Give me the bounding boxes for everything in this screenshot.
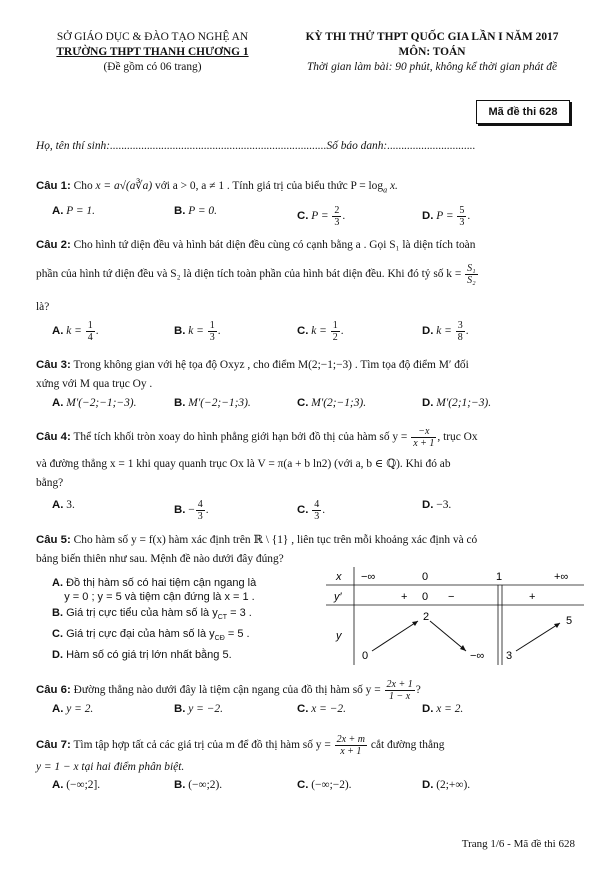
q2-option-b[interactable]: B. k = $\frac{1}{3}$ . [174,320,221,343]
time-note: Thời gian làm bài: 90 phút, không kể thời gian phát đề [306,61,558,73]
q4-line-2: và đường thẳng x = 1 khi quay quanh trục Ox là V = π(a + b ln2) (với a, b ∈ ℚ). Khi đó ab [36,458,451,470]
q1-text: Cho [73,180,93,192]
q4-line-3: bằng? [36,477,64,489]
q2-options [52,320,572,343]
question-number: Câu 2: [36,239,71,251]
header-right [272,30,592,75]
q5-option-a[interactable]: A. Đồ thị hàm số có hai tiệm cận ngang là y = 0 ; y = 5 và tiệm cận đứng là x = 1 . [52,577,257,603]
page-footer: Trang 1/6 - Mã đề thi 628 [461,838,575,850]
q4-option-a[interactable]: A. 3. [52,499,75,511]
yprime-row-label: y′ [334,591,342,603]
q1-option-b[interactable]: B. P = 0. [174,205,217,217]
question-2 [36,236,578,255]
q5-options [52,576,302,664]
x-val-pos-inf: +∞ [554,571,569,583]
question-7-line-2 [36,758,578,777]
arrow-up-1 [372,621,418,651]
x-row-label: x [336,571,342,583]
department-name: SỞ GIÁO DỤC & ĐÀO TẠO NGHỆ AN [56,31,249,43]
sign-plus-1: + [401,591,408,603]
question-number: Câu 7: [36,739,71,752]
q1-options [52,205,572,228]
q7-option-a[interactable]: A. (−∞;2]. [52,779,101,791]
q4-options [52,499,572,522]
q2-option-d[interactable]: D. k = $\frac{3}{8}$ . [422,320,469,343]
x-val-neg-inf: −∞ [361,571,376,583]
y-val-2: 2 [423,611,430,623]
question-6: Câu 6: Đường thẳng nào dưới đây là tiệm cận ngang của đồ thị hàm số y = $\frac{2x + 1}{1 - x}$ ? [36,679,421,702]
q4-option-b[interactable]: B. − $\frac{4}{3}$ . [174,499,209,522]
sbd-label: Số báo danh: [326,140,388,152]
school-name: TRƯỜNG THPT THANH CHƯƠNG 1 [56,46,249,58]
question-number: Câu 4: [36,431,71,444]
question-4-line-2 [36,455,578,474]
q3-line-1: Trong không gian với hệ tọa độ Oxyz , cho điểm M(2;−1;−3) . Tìm tọa độ điểm M′ đối [73,359,469,371]
q5-option-b[interactable]: B. Giá trị cực tiểu của hàm số là $y_{CT} = 3$ . [52,607,252,622]
variation-table [326,567,584,665]
x-val-0: 0 [422,571,429,583]
q1-text-c: x. [389,180,398,192]
exam-code-box: Mã đề thi 628 [476,100,570,124]
question-3 [36,356,578,375]
name-label: Họ, tên thí sinh: [36,140,111,152]
q2-line-2: phần của hình tứ diện đều và S₂ là diện tích toàn phần của hình bát diện đều. Khi đó tỷ số k = [36,268,462,281]
q1-option-c[interactable]: C. P = $\frac{2}{3}$ . [297,205,346,228]
q1-expression: x = a√(a∛a) [95,180,153,192]
q3-option-d[interactable]: D. M′(2;1;−3). [422,397,492,409]
q6-options [52,703,572,723]
sign-plus-2: + [529,591,536,603]
q1-option-a[interactable]: A. P = 1. [52,205,95,217]
q6-option-a[interactable]: A. y = 2. [52,703,94,715]
y-row-label: y [336,630,342,642]
question-4: Câu 4: Thể tích khối tròn xoay do hình phẳng giới hạn bởi đồ thị của hàm số y = $\frac{-x}{x + 1}$ , trục Ox [36,426,478,449]
q7-option-b[interactable]: B. (−∞;2). [174,779,223,791]
q3-options [52,397,572,417]
x-val-1: 1 [496,571,503,583]
question-1: Câu 1: Cho x = a√(a∛a) với a > 0, a ≠ 1 . Tính giá trị của biểu thức $P = \log_a x$. [36,180,398,195]
header-left [30,30,275,75]
q5-option-d[interactable]: D. Hàm số có giá trị lớn nhất bằng 5. [52,649,232,662]
q7-line-1b: cắt đường thẳng [370,739,445,752]
q4-line-1a: Thể tích khối tròn xoay do hình phẳng giới hạn bởi đồ thị của hàm số y = [73,431,408,444]
q7-line-2: y = 1 − x tại hai điểm phân biệt. [36,761,185,773]
y-val-0: 0 [362,650,369,662]
q4-option-d[interactable]: D. −3. [422,499,452,511]
sign-minus: − [448,591,455,603]
student-info-line [36,140,476,152]
question-number: Câu 5: [36,534,71,546]
q7-options [52,779,572,799]
q5-line-1: Cho hàm số y = f(x) hàm xác định trên ℝ \ {1} , liên tục trên mỗi khoảng xác định và có [73,534,478,546]
q2-line-1: Cho hình tứ diện đều và hình bát diện đều cùng có cạnh bằng a . Gọi S₁ là diện tích toàn [73,239,476,251]
q3-option-c[interactable]: C. M′(2;−1;3). [297,397,367,409]
y-val-neg-inf: −∞ [470,650,485,662]
q7-option-c[interactable]: C. (−∞;−2). [297,779,352,791]
q5-line-2: bảng biến thiên như sau. Mệnh đề nào dưới đây đúng? [36,553,284,565]
q1-text-b: với a > 0, a ≠ 1 . Tính giá trị của biểu thức P = log [155,180,384,192]
question-2-line-3 [36,298,578,317]
question-4-line-3 [36,474,578,493]
q5-option-c[interactable]: C. Giá trị cực đại của hàm số là $y_{CĐ} = 5$ . [52,628,250,643]
y-val-5: 5 [566,615,573,627]
q1-option-d[interactable]: D. P = $\frac{5}{3}$ . [422,205,471,228]
q2-line-3: là? [36,301,50,313]
subject: MÔN: TOÁN [398,46,466,58]
q3-option-b[interactable]: B. M′(−2;−1;3). [174,397,251,409]
q6-line-1: Đường thẳng nào dưới đây là tiệm cận ngang của đồ thị hàm số y = [73,684,381,697]
q7-line-1a: Tìm tập hợp tất cả các giá trị của m để đồ thị hàm số y = [73,739,331,752]
question-7: Câu 7: Tìm tập hợp tất cả các giá trị của m để đồ thị hàm số y = $\frac{2x + m}{x + 1}$ cắt đường thẳng [36,734,445,757]
q6-option-b[interactable]: B. y = −2. [174,703,223,715]
question-number: Câu 6: [36,684,71,697]
q7-option-d[interactable]: D. (2;+∞). [422,779,471,791]
arrow-up-2 [516,623,560,651]
question-number: Câu 1: [36,180,71,192]
q4-option-c[interactable]: C. $\frac{4}{3}$ . [297,499,326,522]
arrow-down [430,621,466,651]
question-2-line-2: phần của hình tứ diện đều và S₂ là diện tích toàn phần của hình bát diện đều. Khi đó tỷ số k = $\frac{\text{S₁}}{\text{S₂}}$ [36,263,476,286]
question-3-line-2 [36,375,578,394]
q3-option-a[interactable]: A. M′(−2;−1;−3). [52,397,137,409]
sign-zero: 0 [422,591,429,603]
q6-option-c[interactable]: C. x = −2. [297,703,346,715]
q2-option-a[interactable]: A. k = $\frac{1}{4}$ . [52,320,99,343]
q2-option-c[interactable]: C. k = $\frac{1}{2}$ . [297,320,344,343]
page-count-note: (Đề gồm có 06 trang) [103,61,202,73]
q3-line-2: xứng với M qua trục Oy . [36,378,153,390]
q6-option-d[interactable]: D. x = 2. [422,703,464,715]
exam-title: KỲ THI THỬ THPT QUỐC GIA LẦN I NĂM 2017 [305,31,559,43]
sbd-dots: ............................... [387,140,476,152]
y-val-3: 3 [506,650,513,662]
q4-line-1b: , trục Ox [437,431,478,444]
question-number: Câu 3: [36,359,71,371]
question-5 [36,531,578,550]
name-dots: ............................................................................ [110,140,327,152]
